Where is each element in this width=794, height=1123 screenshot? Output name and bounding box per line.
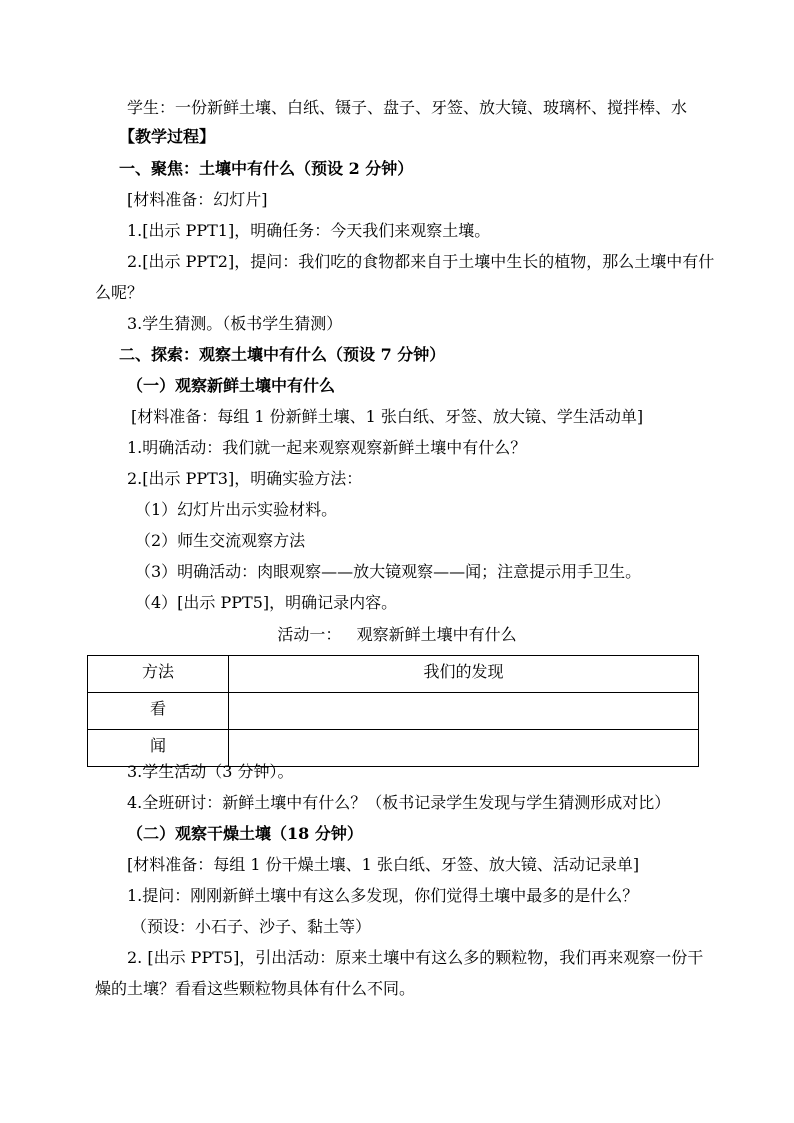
table-row — [88, 693, 699, 730]
method-4: （4）[出示 PPT5]，明确记录内容。 — [135, 593, 398, 612]
step-1: 1.[出示 PPT1]，明确任务：今天我们来观察土壤。 — [127, 221, 491, 240]
activity-step-1: 1.明确活动：我们就一起来观察观察新鲜土壤中有什么？ — [127, 438, 527, 457]
activity-step-3: 3.学生活动（3 分钟）。 — [127, 762, 294, 781]
table-cell-method: 看 — [88, 693, 229, 730]
table-cell-method: 闻 — [88, 730, 229, 767]
materials-prep-2: [材料准备：每组 1 份新鲜土壤、1 张白纸、牙签、放大镜、学生活动单] — [131, 407, 644, 426]
method-1: （1）幻灯片出示实验材料。 — [135, 500, 338, 519]
dry-step-1-preset: （预设：小石子、沙子、黏土等） — [131, 917, 372, 936]
method-3: （3）明确活动：肉眼观察——放大镜观察——闻；注意提示用手卫生。 — [135, 562, 642, 581]
heading-focus: 一、聚焦：土壤中有什么（预设 2 分钟） — [119, 159, 414, 178]
table-header-method: 方法 — [88, 656, 229, 693]
step-2: 2.[出示 PPT2]，提问：我们吃的食物都来自于土壤中生长的植物，那么土壤中有什 — [127, 252, 715, 271]
step-2-cont: 么呢？ — [95, 283, 144, 302]
materials-students: 学生：一份新鲜土壤、白纸、镊子、盘子、牙签、放大镜、玻璃杯、搅拌棒、水 — [127, 98, 688, 117]
activity-step-2: 2.[出示 PPT3]，明确实验方法： — [127, 469, 363, 488]
activity-step-4: 4.全班研讨：新鲜土壤中有什么？（板书记录学生发现与学生猜测形成对比） — [127, 793, 671, 812]
step-3: 3.学生猜测。（板书学生猜测） — [127, 314, 343, 333]
table-caption: 活动一： 观察新鲜土壤中有什么 — [277, 625, 517, 644]
subheading-fresh-soil: （一）观察新鲜土壤中有什么 — [127, 376, 336, 395]
materials-prep-1: [材料准备：幻灯片] — [127, 190, 268, 209]
record-table — [87, 655, 699, 767]
section-heading-process: 【教学过程】 — [119, 127, 216, 146]
method-2: （2）师生交流观察方法 — [135, 531, 306, 550]
table-cell-findings — [229, 730, 699, 767]
subheading-dry-soil: （二）观察干燥土壤（18 分钟） — [127, 824, 363, 843]
dry-step-2-cont: 燥的土壤？看看这些颗粒物具体有什么不同。 — [95, 979, 416, 998]
materials-prep-3: [材料准备：每组 1 份干燥土壤、1 张白纸、牙签、放大镜、活动记录单] — [127, 855, 640, 874]
table-row — [88, 730, 699, 767]
heading-explore: 二、探索：观察土壤中有什么（预设 7 分钟） — [119, 345, 446, 364]
table-cell-findings — [229, 693, 699, 730]
dry-step-1: 1.提问：刚刚新鲜土壤中有这么多发现，你们觉得土壤中最多的是什么？ — [127, 886, 639, 905]
table-header-findings: 我们的发现 — [229, 656, 699, 693]
table-header-row — [88, 656, 699, 693]
dry-step-2: 2. [出示 PPT5]，引出活动：原来土壤中有这么多的颗粒物，我们再来观察一份干 — [127, 948, 704, 967]
